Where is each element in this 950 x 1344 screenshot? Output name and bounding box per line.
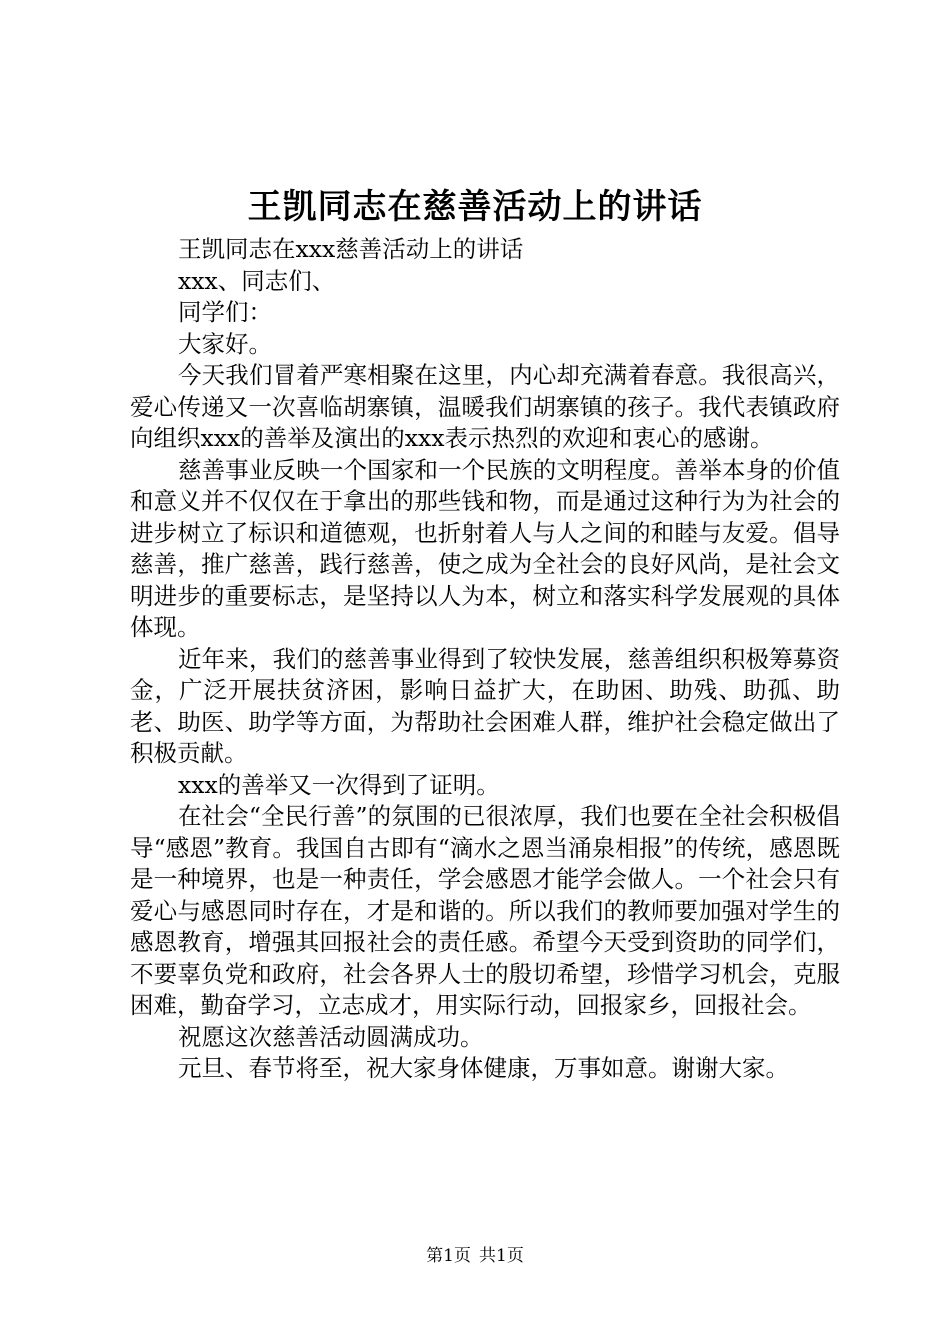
paragraph-greeting: 大家好。 [178,329,272,358]
paragraph-charity-meaning: 慈善事业反映一个国家和一个民族的文明程度。善举本身的价值和意义并不仅仅在于拿出的那些钱和物，而是通过这种行为为社会的进步树立了标识和道德观，也折射着人与人之间的和睦与友爱。倡导慈善，推广慈善，践行慈善，使之成为全社会的良好风尚，是社会文明进步的重要标志，是坚持以人为本，树立和落实科学发展观的具体体现。 [130,455,840,641]
paragraph-salutation-2: 同学们： [178,298,272,326]
page-footer [0,1244,950,1268]
document-body [130,234,840,1085]
page-number: 第1页 [426,1246,471,1266]
paragraph-salutation-1: xxx、同志们、 [178,266,336,295]
paragraph-closing: 元旦、春节将至，祝大家身体健康，万事如意。谢谢大家。 [178,1054,789,1082]
paragraph-opening: 今天我们冒着严寒相聚在这里，内心却充满着春意。我很高兴，爱心传递又一次喜临胡寨镇，温暖我们胡寨镇的孩子。我代表镇政府向组织xxx的善举及演出的xxx表示热烈的欢迎和衷心的感谢。 [130,361,840,452]
document-title: 王凯同志在慈善活动上的讲话 [247,187,703,227]
paragraph-recent-years: 近年来，我们的慈善事业得到了较快发展，慈善组织积极筹募资金，广泛开展扶贫济困，影响日益扩大，在助困、助残、助孤、助老、助医、助学等方面，为帮助社会困难人群，维护社会稳定做出了积极贡献。 [130,644,840,767]
paragraph-wish: 祝愿这次慈善活动圆满成功。 [178,1022,484,1051]
paragraph-proof: xxx的善举又一次得到了证明。 [178,770,500,799]
page-total: 共1页 [479,1246,524,1266]
paragraph-subtitle: 王凯同志在xxx慈善活动上的讲话 [178,235,524,263]
paragraph-gratitude-education: 在社会“全民行善”的氛围的已很浓厚，我们也要在全社会积极倡导“感恩”教育。我国自古即有“滴水之恩当涌泉相报”的传统，感恩既是一种境界，也是一种责任，学会感恩才能学会做人。一个社会只有爱心与感恩同时存在，才是和谐的。所以我们的教师要加强对学生的感恩教育，增强其回报社会的责任感。希望今天受到资助的同学们，不要辜负党和政府，社会各界人士的殷切希望，珍惜学习机会，克服困难，勤奋学习，立志成才，用实际行动，回报家乡，回报社会。 [130,802,840,1019]
